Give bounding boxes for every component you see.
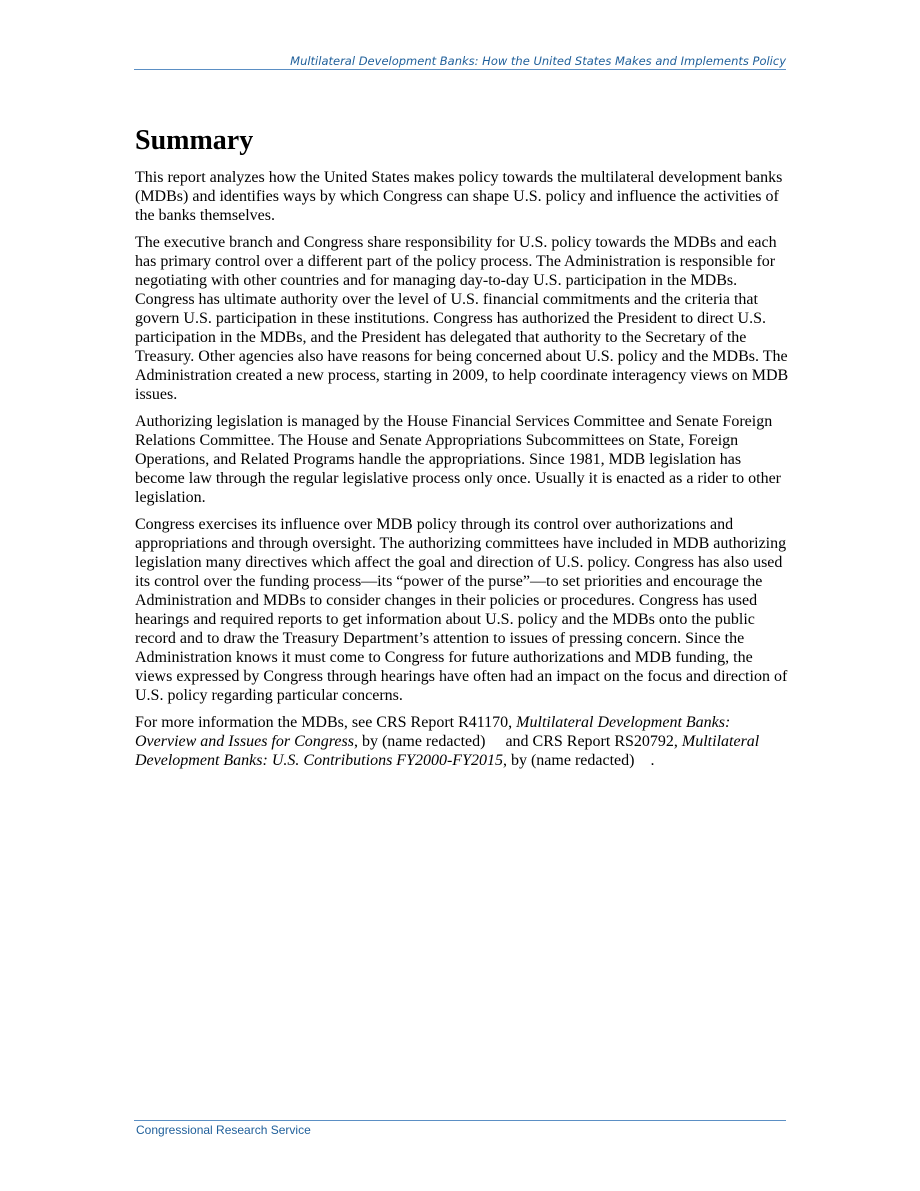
paragraph-influence: Congress exercises its influence over MDB policy through its control over authorizations and appropriations and through oversight. The authorizing committees have included in MDB authorizing legislation many directives which affect the goal and direction of U.S. policy. Congress has also used its control over the funding process—its “power of the purse”—to set priorities and encourage the Administration and MDBs to consider changes in their policies or procedures. Congress has used hearings and required reports to get information about U.S. policy and the MDBs onto the public record and to draw the Treasury Department’s attention to issues of pressing concern. Since the Administration knows it must come to Congress for future authorizations and MDB funding, the views expressed by Congress through hearings have often had an impact on the focus and direction of U.S. policy regarding particular concerns. <box>135 516 788 704</box>
paragraph-references <box>135 713 791 770</box>
summary-body <box>135 168 791 778</box>
footer-rule <box>134 1120 786 1121</box>
paragraph-intro: This report analyzes how the United States makes policy towards the multilateral development banks (MDBs) and identifies ways by which Congress can shape U.S. policy and influence the activities of the banks themselves. <box>135 169 783 224</box>
page-title: Summary <box>135 125 254 156</box>
report-title-r41170: Multilateral Development Banks: Overview and Issues for Congress <box>135 714 731 750</box>
references-intro: For more information the MDBs, see CRS Report R41170, <box>135 714 517 731</box>
running-header: Multilateral Development Banks: How the United States Makes and Implements Policy <box>290 54 786 68</box>
references-author-1: , by (name redacted) <box>353 733 486 750</box>
references-mid: and CRS Report RS20792, <box>505 733 682 750</box>
references-author-2: , by (name redacted) <box>502 752 635 769</box>
references-end: . <box>650 752 655 769</box>
report-title-rs20792: Multilateral Development Banks: U.S. Contributions FY2000-FY2015 <box>135 733 760 769</box>
paragraph-legislation: Authorizing legislation is managed by the House Financial Services Committee and Senate Foreign Relations Committee. The House and Senate Appropriations Subcommittees on State, Foreign Operations, and Related Programs handle the appropriations. Since 1981, MDB legislation has become law through the regular legislative process only once. Usually it is enacted as a rider to other legislation. <box>135 413 782 506</box>
running-footer: Congressional Research Service <box>136 1123 311 1137</box>
paragraph-responsibility: The executive branch and Congress share responsibility for U.S. policy towards the MDBs and each has primary control over a different part of the policy process. The Administration is responsible for negotiating with other countries and for managing day-to-day U.S. participation in the MDBs. Congress has ultimate authority over the level of U.S. financial commitments and the criteria that govern U.S. participation in these institutions. Congress has authorized the President to direct U.S. participation in the MDBs, and the President has delegated that authority to the Secretary of the Treasury. Other agencies also have reasons for being concerned about U.S. policy and the MDBs. The Administration created a new process, starting in 2009, to help coordinate interagency views on MDB issues. <box>135 234 789 403</box>
header-rule <box>134 69 786 70</box>
